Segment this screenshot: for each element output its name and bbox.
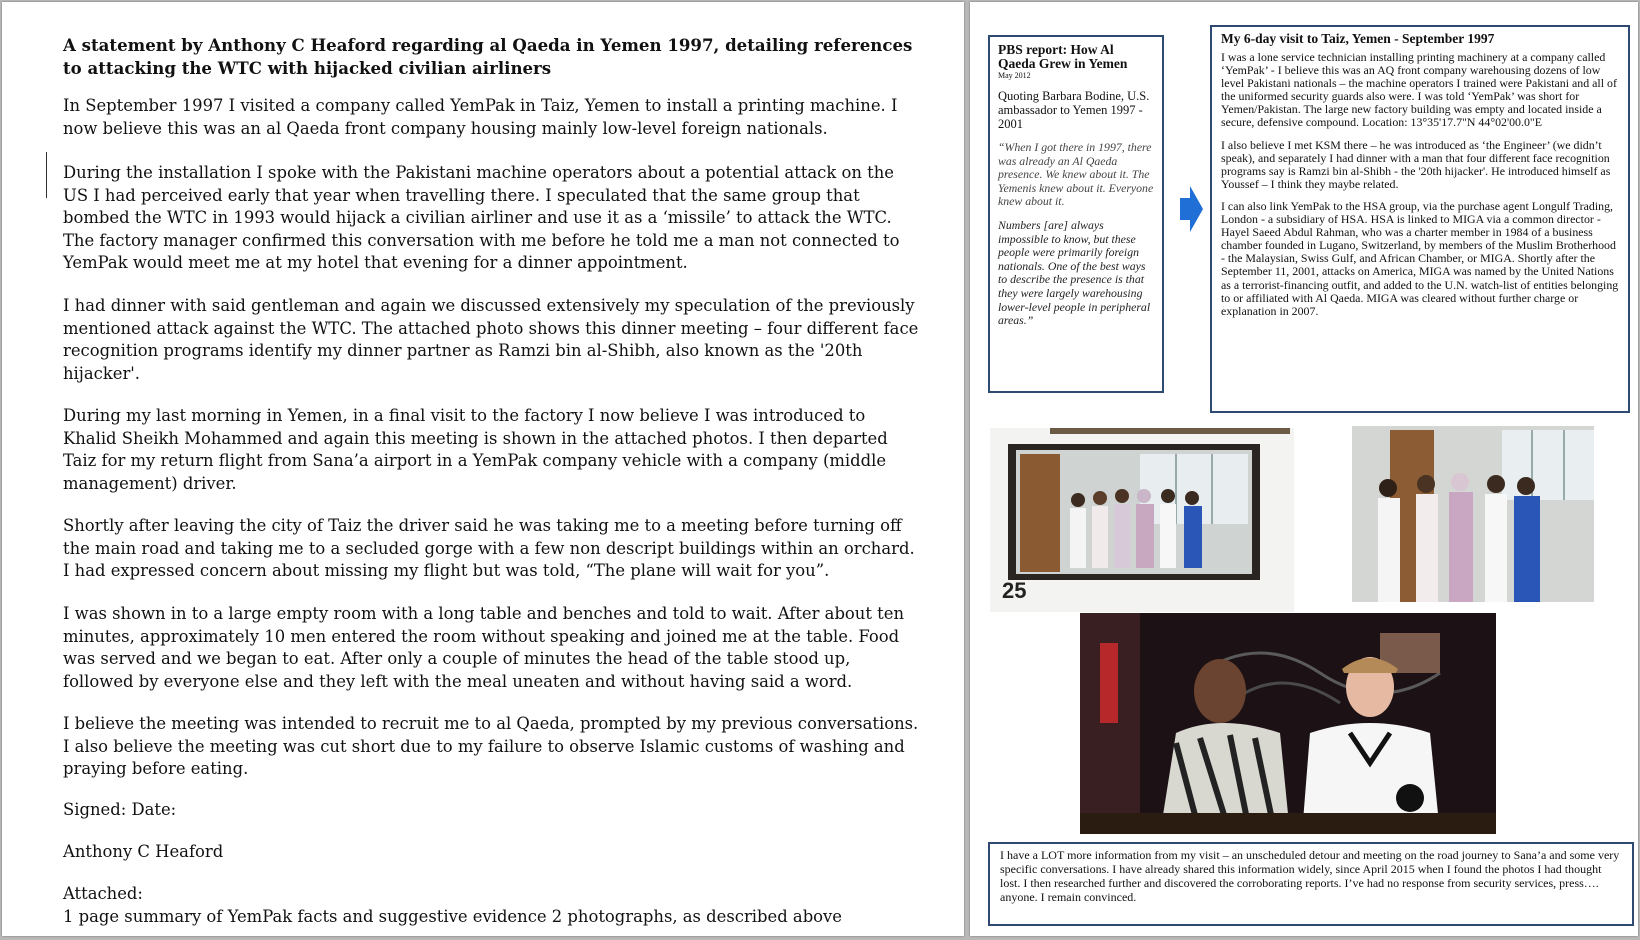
photo-number: 25 <box>1002 578 1027 603</box>
pbs-quote-2: Numbers [are] always impossible to know, but these people were primarily foreign nationals. One of the best ways to describe the presence is that they were largely warehousing lower-level people in peripheral areas.” <box>998 217 1151 328</box>
visit-paragraph-3: I can also link YemPak to the HSA group, via the purchase agent Longulf Trading, London - a subsidiary of HSA. HSA is linked to MIGA via a common director - Hayel Saeed Abdul Rahman, who was a charter member in 1984 of a business chamber founded in Lugano, Switzerland, by members of the Muslim Brotherhood - the Malaysian, Swiss Gulf, and African Chamber, or MIGA. Shortly after the September 11, 2001, attacks on America, MIGA was named by the United Nations as a terrorist-financing outfit, and added to the U.N. watch-list of entities belonging to or affiliated with Al Qaeda. MIGA was cleared without further charge or explanation in 2007. <box>1221 198 1619 318</box>
statement-paragraph-5: Shortly after leaving the city of Taiz the driver said he was taking me to a meeting before turning off the main road and taking me to a secluded gorge with a few non descript buildings within an orchard. I had expressed concern about missing my flight but was told, “The plane will wait for you”. <box>63 516 915 581</box>
right-arrow-icon <box>1180 184 1204 234</box>
group-photo-image <box>990 428 1294 612</box>
visit-title: My 6-day visit to Taiz, Yemen - September 1997 <box>1221 31 1495 46</box>
statement-title: A statement by Anthony C Heaford regarding al Qaeda in Yemen 1997, detailing references to attacking the WTC with hijacked civilian airliners <box>63 35 913 78</box>
signed-line: Signed: Date: <box>63 800 177 819</box>
dinner-photo <box>1080 613 1496 834</box>
pbs-date: May 2012 <box>998 71 1031 80</box>
statement-paragraph-2: During the installation I spoke with the Pakistani machine operators about a potential attack on the US I had perceived early that year when travelling there. I speculated that the same group that bombed the WTC in 1993 would hijack a civilian airliner and use it as a ‘missile’ to attack the WTC. The factory manager confirmed this conversation with me before he told me a man not connected to YemPak would meet me at my hotel that evening for a dinner appointment. <box>63 163 900 273</box>
statement-paragraph-6: I was shown in to a large empty room with a long table and benches and told to wait. After about ten minutes, approximately 10 men entered the room without speaking and joined me at the table. Food was served and we began to eat. After only a couple of minutes the head of the table stood up, followed by everyone else and they left with the meal uneaten and without having said a word. <box>63 604 904 691</box>
group-photo-clean-image <box>1352 426 1594 602</box>
statement-page <box>2 2 964 936</box>
visit-paragraph-2: I also believe I met KSM there – he was introduced as ‘the Engineer’ (we didn’t speak), and separately I had dinner with a man that four different face recognition programs say is Ramzi bin al-Shibh - the '20th hijacker'. He introduced himself as Youssef – I think they maybe related. <box>1221 137 1611 191</box>
pbs-report-box <box>988 35 1164 393</box>
statement-paragraph-3: I had dinner with said gentleman and again we discussed extensively my speculation of the previously mentioned attack against the WTC. The attached photo shows this dinner meeting – four different face recognition programs identify my dinner partner as Ramzi bin al-Shibh, also known as the '20th hijacker'. <box>63 296 919 383</box>
pbs-title: PBS report: How Al Qaeda Grew in Yemen <box>998 42 1128 71</box>
attached-text: 1 page summary of YemPak facts and suggestive evidence 2 photographs, as described above <box>63 907 843 926</box>
text-cursor <box>46 152 47 198</box>
statement-paragraph-4: During my last morning in Yemen, in a final visit to the factory I now believe I was introduced to Khalid Sheikh Mohammed and again this meeting is shown in the attached photos. I then departed Taiz for my return flight from Sana’a airport in a YemPak company vehicle with a company (middle management) driver. <box>63 406 888 493</box>
statement-paragraph-1: In September 1997 I visited a company called YemPak in Taiz, Yemen to install a printing machine. I now believe this was an al Qaeda front company housing mainly low-level foreign nationals. <box>63 96 898 138</box>
bottom-note-text: I have a LOT more information from my visit – an unscheduled detour and meeting on the road journey to Sana’a and some very specific conversations. I have already shared this information widely, since April 2015 when I found the photos I had thought lost. I then researched further and discovered the corroborating reports. I’ve had no response from security services, press…. anyone. I remain convinced. <box>1000 848 1620 904</box>
signature-name: Anthony C Heaford <box>63 842 224 861</box>
summary-page <box>970 2 1638 936</box>
visit-summary-box <box>1210 25 1630 413</box>
statement-paragraph-7: I believe the meeting was intended to recruit me to al Qaeda, prompted by my previous conversations. I also believe the meeting was cut short due to my failure to observe Islamic customs of washing and praying before eating. <box>63 714 919 779</box>
bottom-note-box <box>988 842 1634 926</box>
group-photo-clean <box>1352 426 1594 602</box>
visit-paragraph-1: I was a lone service technician installing printing machinery at a company called ‘YemPak’ - I believe this was an AQ front company warehousing dozens of low level Pakistani nationals – the machine operators I trained were Pakistani and all of the uniformed security guards also were. I was told ‘YemPak’ was short for Yemen/Pakistan. The large new factory building was empty and located inside a secure, defensive compound. Location: 13°35'17.7"N 44°02'00.0"E <box>1221 50 1617 130</box>
dinner-photo-image <box>1080 613 1496 834</box>
pbs-quote-1: “When I got there in 1997, there was already an Al Qaeda presence. We knew about it. The Yemenis knew about it. Everyone knew about it. <box>998 140 1154 209</box>
pbs-quoting: Quoting Barbara Bodine, U.S. ambassador to Yemen 1997 - 2001 <box>998 89 1150 131</box>
attached-label: Attached: <box>63 884 143 903</box>
group-photo-scan <box>990 428 1294 612</box>
